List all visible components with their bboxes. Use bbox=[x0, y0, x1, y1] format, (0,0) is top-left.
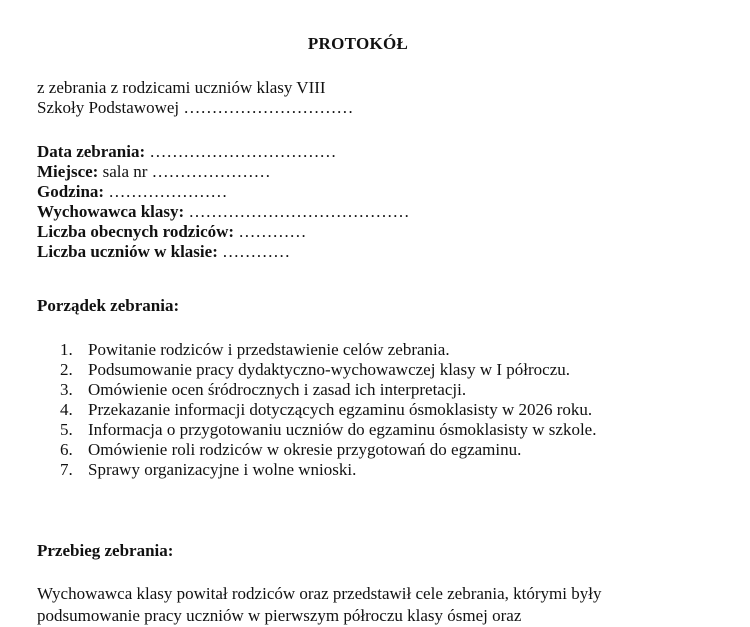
field-label: Liczba obecnych rodziców: bbox=[37, 222, 235, 241]
field-label: Data zebrania: bbox=[37, 142, 146, 161]
meeting-course-heading: Przebieg zebrania: bbox=[37, 541, 174, 560]
list-item bbox=[60, 460, 700, 480]
field-value: …………………………… bbox=[145, 142, 337, 161]
field-value: ………………… bbox=[104, 182, 228, 201]
item-number: 5. bbox=[60, 420, 73, 439]
item-text: Przekazanie informacji dotyczących egzaminu ósmoklasisty w 2026 roku. bbox=[88, 400, 593, 419]
item-number: 2. bbox=[60, 360, 73, 379]
item-text: Sprawy organizacyjne i wolne wnioski. bbox=[88, 460, 357, 479]
list-item bbox=[60, 420, 700, 440]
field-parents-present bbox=[37, 222, 409, 242]
item-number: 4. bbox=[60, 400, 73, 419]
agenda-list bbox=[60, 340, 700, 480]
field-label: Wychowawca klasy: bbox=[37, 202, 185, 221]
field-value: sala nr ………………… bbox=[98, 162, 271, 181]
intro-line: z zebrania z rodzicami uczniów klasy VIII bbox=[37, 78, 326, 97]
field-class-teacher bbox=[37, 202, 409, 222]
item-text: Informacja o przygotowaniu uczniów do egzaminu ósmoklasisty w szkole. bbox=[88, 420, 597, 439]
list-item bbox=[60, 340, 700, 360]
field-students-in-class bbox=[37, 242, 409, 262]
field-label: Liczba uczniów w klasie: bbox=[37, 242, 218, 261]
field-value: ………………………………… bbox=[184, 202, 410, 221]
field-label: Godzina: bbox=[37, 182, 105, 201]
item-text: Podsumowanie pracy dydaktyczno-wychowawczej klasy w I półroczu. bbox=[88, 360, 570, 379]
meeting-details bbox=[37, 142, 409, 262]
field-meeting-date bbox=[37, 142, 409, 162]
item-text: Omówienie ocen śródrocznych i zasad ich interpretacji. bbox=[88, 380, 467, 399]
item-number: 3. bbox=[60, 380, 73, 399]
meeting-course-text: Wychowawca klasy powitał rodziców oraz przedstawił cele zebrania, którymi były podsumowanie pracy uczniów w pierwszym półroczu klasy ósmej oraz bbox=[37, 584, 602, 625]
field-value: ………… bbox=[234, 222, 307, 241]
item-text: Powitanie rodziców i przedstawienie celów zebrania. bbox=[88, 340, 450, 359]
agenda-heading: Porządek zebrania: bbox=[37, 296, 180, 315]
document-intro bbox=[37, 78, 353, 118]
item-text: Omówienie roli rodziców w okresie przygotowań do egzaminu. bbox=[88, 440, 522, 459]
field-label: Miejsce: bbox=[37, 162, 99, 181]
list-item bbox=[60, 400, 700, 420]
list-item bbox=[60, 440, 700, 460]
document-title: PROTOKÓŁ bbox=[307, 34, 409, 53]
item-number: 1. bbox=[60, 340, 73, 359]
field-value: ………… bbox=[217, 242, 291, 261]
intro-line: Szkoły Podstawowej ………………………… bbox=[37, 98, 354, 117]
field-place bbox=[37, 162, 409, 182]
list-item bbox=[60, 360, 700, 380]
item-number: 7. bbox=[60, 460, 73, 479]
list-item bbox=[60, 380, 700, 400]
field-time bbox=[37, 182, 409, 202]
item-number: 6. bbox=[60, 440, 73, 459]
